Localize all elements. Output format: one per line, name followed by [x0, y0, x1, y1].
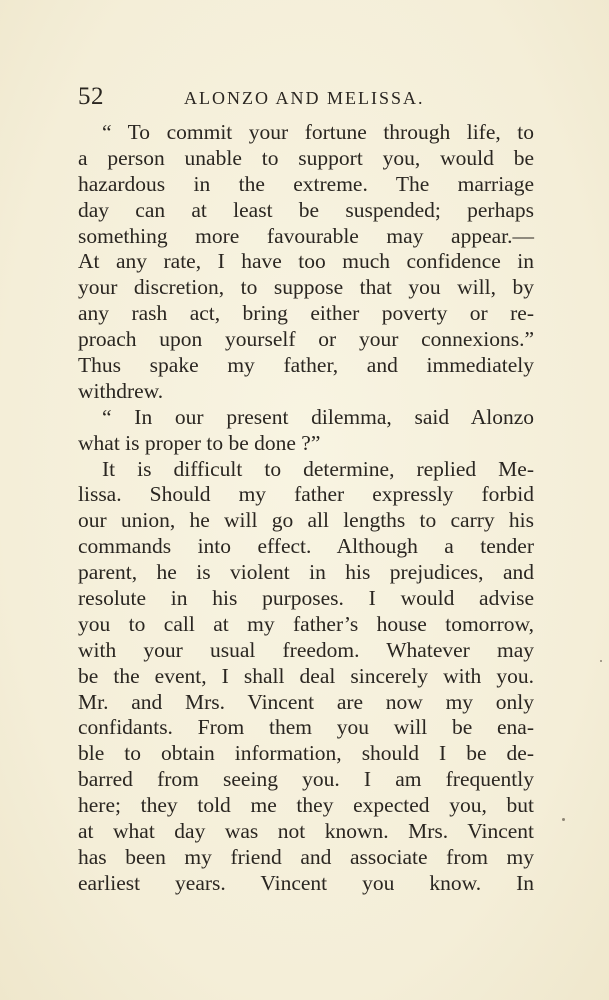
text-line: withdrew. — [78, 378, 164, 403]
text-line: proach upon yourself or your connexions.” — [78, 327, 534, 352]
text-line: at what day was not known. Mrs. Vincent — [78, 819, 534, 844]
text-line: “ To commit your fortune through life, to — [102, 120, 534, 144]
text-line: with your usual freedom. Whatever may — [78, 637, 534, 662]
paper-speck — [600, 660, 602, 662]
text-line: day can at least be suspended; perhaps — [78, 197, 534, 222]
paper-speck — [562, 818, 565, 821]
body-text — [78, 120, 534, 897]
text-line: At any rate, I have too much confidence in — [78, 249, 534, 274]
text-line: It is difficult to determine, replied Me- — [102, 456, 534, 481]
page-header — [78, 82, 532, 112]
running-head: ALONZO AND MELISSA. — [184, 88, 425, 108]
text-line: has been my friend and associate from my — [78, 844, 534, 869]
text-line: any rash act, bring either poverty or re- — [78, 301, 534, 326]
text-line: resolute in his purposes. I would advise — [78, 586, 534, 611]
text-line: a person unable to support you, would be — [78, 145, 534, 170]
text-line: hazardous in the extreme. The marriage — [78, 171, 534, 196]
text-line: parent, he is violent in his prejudices, and — [78, 560, 534, 585]
text-line: Mr. and Mrs. Vincent are now my only — [78, 689, 534, 714]
text-line: lissa. Should my father expressly forbid — [78, 482, 534, 507]
text-line: Thus spake my father, and immediately — [78, 353, 534, 378]
text-line: be the event, I shall deal sincerely with you. — [78, 663, 534, 688]
text-line: “ In our present dilemma, said Alonzo — [102, 404, 534, 429]
text-line: ble to obtain information, should I be de- — [78, 741, 534, 766]
text-line: what is proper to be done ?” — [78, 430, 321, 455]
page-number: 52 — [78, 83, 104, 110]
text-line: here; they told me they expected you, but — [78, 793, 534, 818]
text-line: your discretion, to suppose that you will, by — [78, 275, 534, 300]
text-line: commands into effect. Although a tender — [78, 534, 534, 559]
text-line: our union, he will go all lengths to carry his — [78, 508, 534, 533]
text-line: earliest years. Vincent you know. In — [78, 870, 534, 895]
text-line: barred from seeing you. I am frequently — [78, 767, 534, 792]
text-line: confidants. From them you will be ena- — [78, 715, 534, 740]
text-line: something more favourable may appear.— — [78, 223, 534, 248]
text-line: you to call at my father’s house tomorrow, — [78, 611, 534, 636]
